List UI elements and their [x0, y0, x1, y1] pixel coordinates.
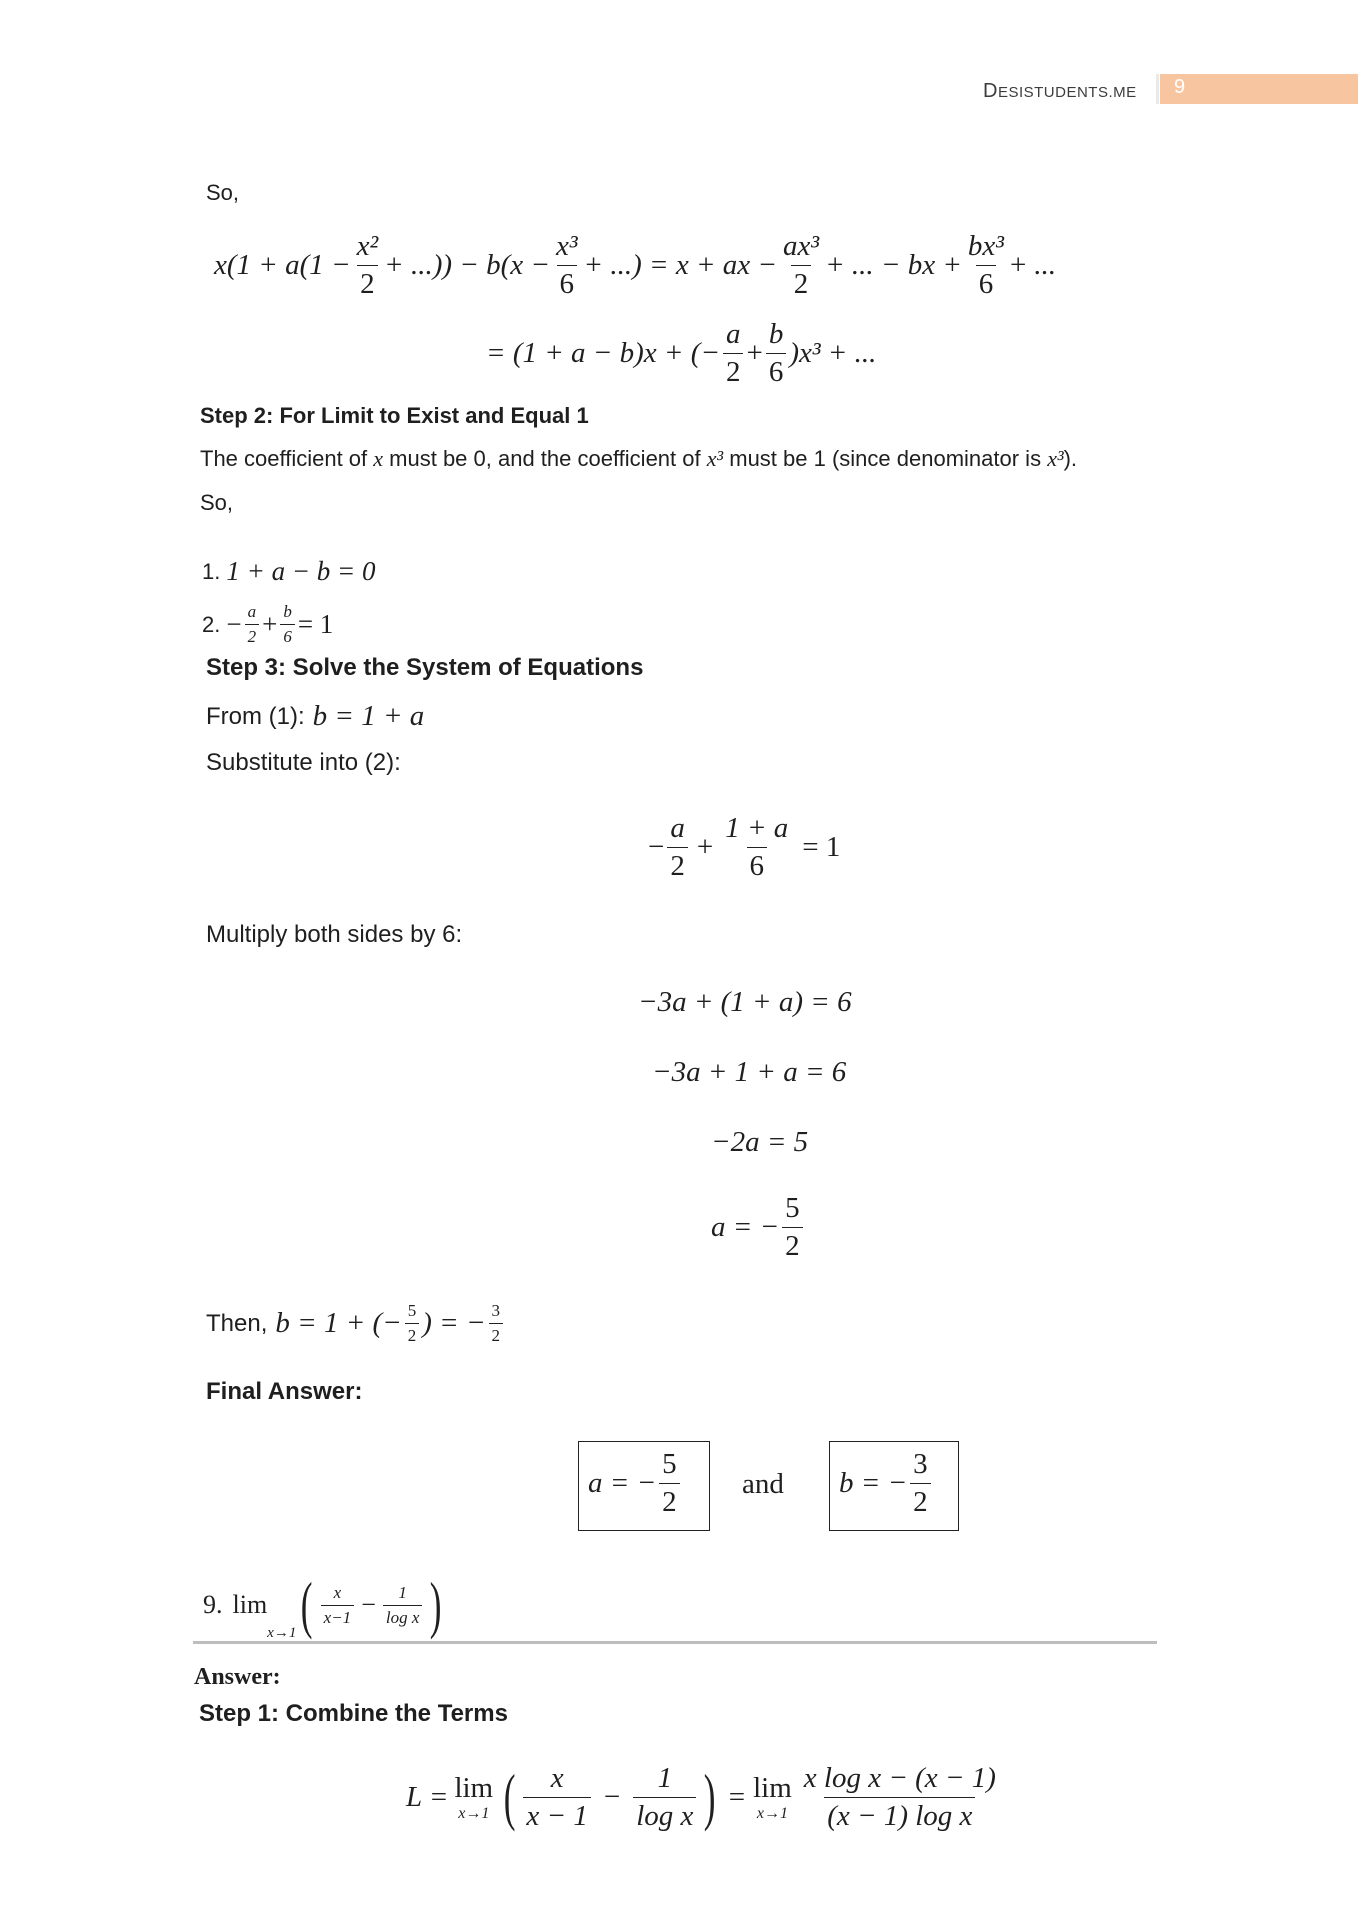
condition-2: 2. − $\frac{a}{2}$ + $\frac{b}{6}$ = 1	[202, 602, 334, 646]
step3-heading: Step 3: Solve the System of Equations	[206, 654, 644, 681]
solution-b: Then, b = 1 + (− $\frac{5}{2}$ ) = − $\frac{3}{2}$	[206, 1301, 506, 1346]
final-and: and	[742, 1468, 784, 1500]
step2-so-label: So,	[200, 490, 234, 515]
page-number: 9	[1174, 76, 1186, 98]
step1-heading: Step 1: Combine the Terms	[199, 1700, 508, 1727]
final-answer-heading: Final Answer:	[206, 1378, 363, 1405]
step2-heading: Step 2: For Limit to Exist and Equal 1	[200, 403, 589, 428]
site-name: DESISTUDENTS.ME	[983, 80, 1137, 102]
substitute-label: Substitute into (2):	[206, 749, 401, 776]
combined-limit-equation: L = lim x→1 ( $\frac{x}{x - 1}$ − $\frac{1}{\text{log x}}$ ) = lim x→1 $\frac{\text{x log x − (x − 1)}}{\text{(x − 1) log x}}$	[406, 1761, 996, 1832]
header-divider	[1156, 74, 1159, 104]
section-divider	[193, 1641, 1157, 1644]
solution-a: a = − $\frac{5}{2}$	[711, 1192, 806, 1263]
equation-step-2: −3a + 1 + a = 6	[652, 1056, 847, 1088]
equation-step-3: −2a = 5	[711, 1126, 809, 1158]
condition-1: 1. 1 + a − b = 0	[202, 556, 376, 586]
final-a: a = − $\frac{5}{2}$	[588, 1448, 683, 1519]
from-eq1: From (1): b = 1 + a	[206, 700, 425, 732]
equation-step-1: −3a + (1 + a) = 6	[638, 986, 852, 1018]
answer-label: Answer:	[194, 1664, 281, 1690]
substituted-equation: − $\frac{a}{2}$ + $\frac{1 + a}{6}$ = 1	[648, 812, 841, 882]
expansion-line-1: x(1 + a(1 − $\frac{\text{x²}}{2}$ + ...)) − b(x − $\frac{\text{x³}}{6}$ + ...) = x + ax − $\frac{\text{ax³}}{2}$ + ... − bx + $\frac{\text{bx³}}{6}$ + ...	[214, 230, 1056, 300]
expansion-line-2: = (1 + a − b)x + (− $\frac{a}{2}$ + $\frac{b}{6}$ )x³ + ...	[486, 318, 877, 388]
final-b: b = − $\frac{3}{2}$	[839, 1448, 934, 1519]
page-number-band	[1160, 74, 1358, 104]
step2-sentence: The coefficient of x must be 0, and the coefficient of x³ must be 1 (since denominator is x³).	[200, 446, 1078, 471]
problem-9: 9. lim x→1 ( $\frac{x}{x-1}$ − $\frac{1}{\text{log x}}$ )	[203, 1569, 442, 1641]
so-label: So,	[206, 180, 240, 205]
multiply-label: Multiply both sides by 6:	[206, 921, 463, 948]
